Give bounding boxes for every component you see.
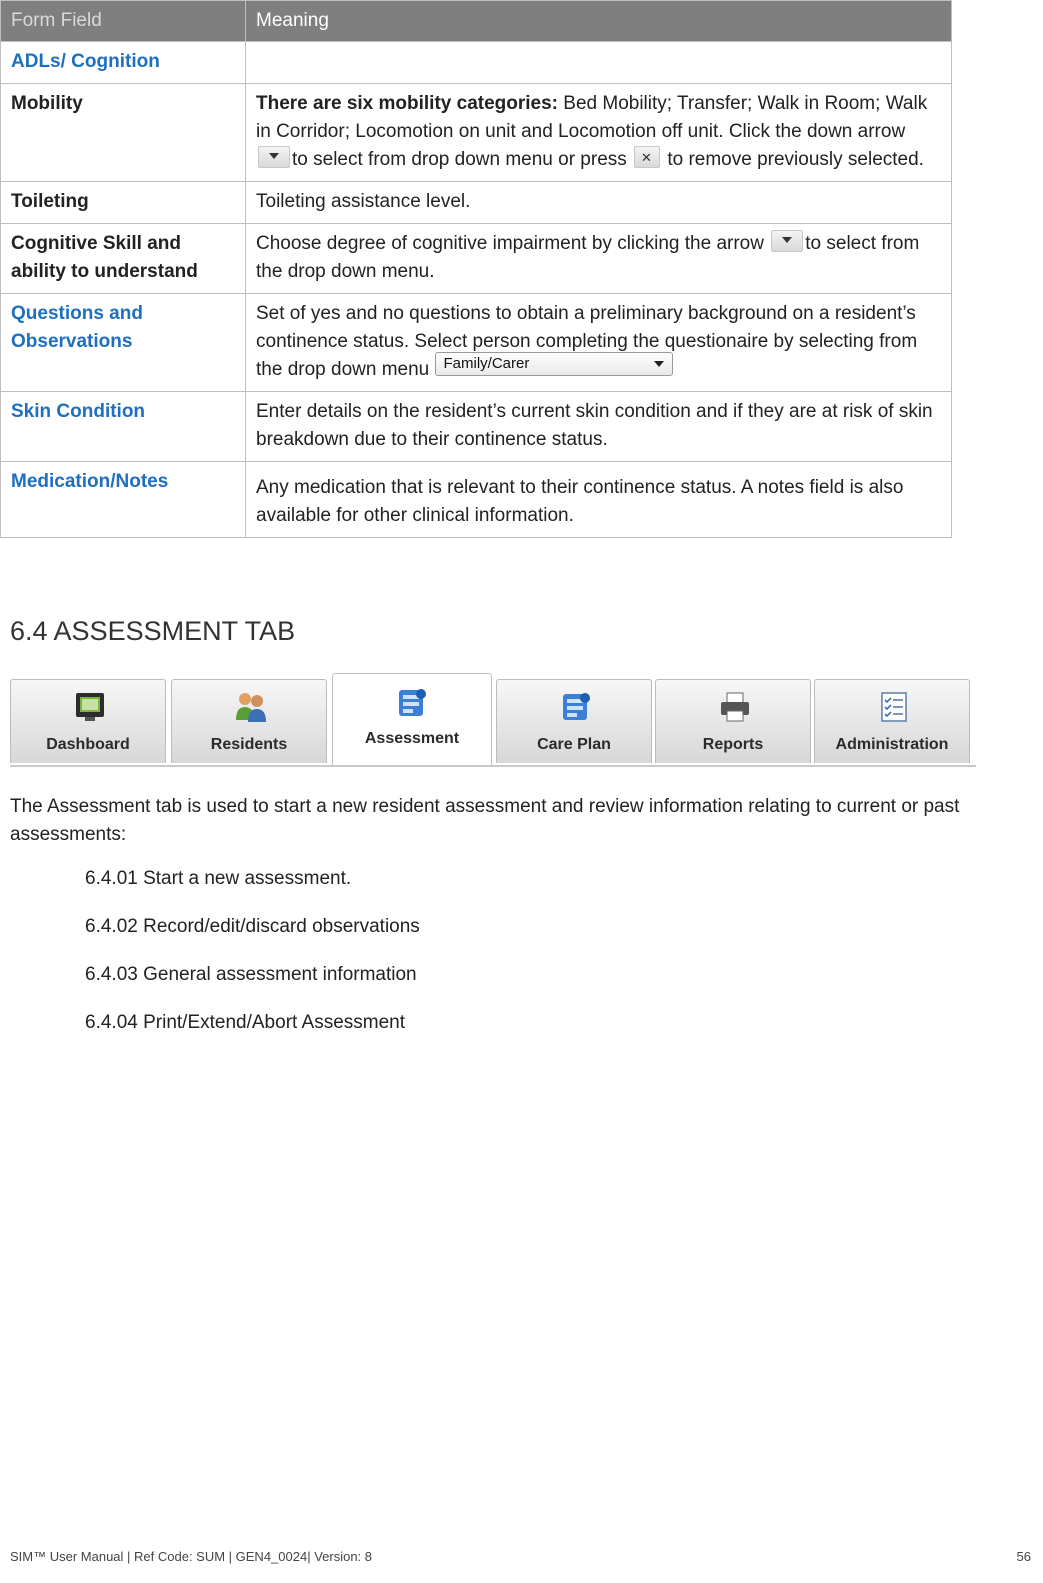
- header-form-field: Form Field: [1, 1, 246, 42]
- table-row: [1, 224, 952, 294]
- tab-label: Residents: [210, 736, 288, 753]
- row-meaning-adls: [246, 42, 952, 84]
- assessment-icon: [395, 686, 429, 720]
- page-number: 56: [1016, 1549, 1031, 1564]
- row-meaning-toileting: Toileting assistance level.: [246, 182, 952, 224]
- row-meaning-mobility: [246, 84, 952, 182]
- form-field-table: [0, 0, 952, 538]
- printer-icon: [718, 690, 752, 724]
- tab-label: Dashboard: [46, 736, 130, 753]
- table-row: [1, 294, 952, 392]
- tab-administration[interactable]: [814, 679, 970, 763]
- row-field-medication: Medication/Notes: [1, 462, 246, 538]
- subsection-list: [85, 868, 420, 1060]
- row-field-questions: Questions and Observations: [1, 294, 246, 392]
- checklist-icon: [877, 690, 911, 724]
- cognitive-text-b: to select from the drop down menu.: [256, 233, 920, 282]
- header-meaning: Meaning: [246, 1, 952, 42]
- table-row: [1, 84, 952, 182]
- mobility-bold-text: There are six mobility categories:: [256, 93, 559, 114]
- cognitive-text-a: Choose degree of cognitive impairment by clicking the arrow: [256, 233, 770, 254]
- row-meaning-skin: Enter details on the resident’s current skin condition and if they are at risk of skin breakdown due to their continence status.: [246, 392, 952, 462]
- row-meaning-questions: [246, 294, 952, 392]
- tab-reports[interactable]: [655, 679, 811, 763]
- mobility-text-b: to select from drop down menu or press: [292, 149, 633, 170]
- table-header-row: [1, 1, 952, 42]
- tab-label: Reports: [702, 736, 764, 753]
- row-field-cognitive: Cognitive Skill and ability to understand: [1, 224, 246, 294]
- row-field-adls: ADLs/ Cognition: [1, 42, 246, 84]
- row-meaning-medication: Any medication that is relevant to their continence status. A notes field is also available for other clinical information.: [246, 462, 952, 538]
- care-plan-icon: [559, 690, 593, 724]
- dashboard-icon: [73, 690, 107, 724]
- residents-icon: [234, 690, 268, 724]
- table-row: [1, 462, 952, 538]
- list-item: 6.4.03 General assessment information: [85, 964, 417, 985]
- tab-care-plan[interactable]: [496, 679, 652, 763]
- row-field-toileting: Toileting: [1, 182, 246, 224]
- list-item: 6.4.01 Start a new assessment.: [85, 868, 352, 889]
- row-field-mobility: Mobility: [1, 84, 246, 182]
- main-tab-bar: [10, 673, 976, 767]
- tab-assessment[interactable]: [332, 673, 492, 765]
- tab-label: Administration: [835, 736, 949, 753]
- tab-residents[interactable]: [171, 679, 327, 763]
- tab-dashboard[interactable]: [10, 679, 166, 763]
- list-item: 6.4.04 Print/Extend/Abort Assessment: [85, 1012, 406, 1033]
- dropdown-arrow-icon: [258, 146, 290, 168]
- family-carer-dropdown[interactable]: [435, 352, 673, 376]
- page-footer: [10, 1549, 1031, 1564]
- footer-text: SIM™ User Manual | Ref Code: SUM | GEN4_0024| Version: 8: [10, 1549, 373, 1564]
- table-row: [1, 182, 952, 224]
- tab-label: Assessment: [364, 730, 460, 747]
- dropdown-arrow-icon: [771, 230, 803, 252]
- table-row: [1, 42, 952, 84]
- intro-paragraph: The Assessment tab is used to start a new resident assessment and review information relating to current or past assessments:: [10, 796, 960, 845]
- chevron-down-icon: [654, 361, 664, 367]
- tab-label: Care Plan: [537, 736, 611, 753]
- questions-text: Set of yes and no questions to obtain a preliminary background on a resident’s continence status. Select person completing the questionaire by selecting from the drop down menu: [256, 303, 918, 380]
- table-row: [1, 392, 952, 462]
- list-item: 6.4.02 Record/edit/discard observations: [85, 916, 420, 937]
- mobility-text-c: to remove previously selected.: [662, 149, 924, 170]
- row-field-skin: Skin Condition: [1, 392, 246, 462]
- close-icon: [634, 146, 660, 168]
- mobility-text-a: Bed Mobility; Transfer; Walk in Room; Walk in Corridor; Locomotion on unit and Locomotion off unit. Click the down arrow: [256, 93, 928, 142]
- section-title: 6.4 ASSESSMENT TAB: [10, 616, 296, 646]
- dropdown-value: Family/Carer: [443, 354, 530, 372]
- row-meaning-cognitive: [246, 224, 952, 294]
